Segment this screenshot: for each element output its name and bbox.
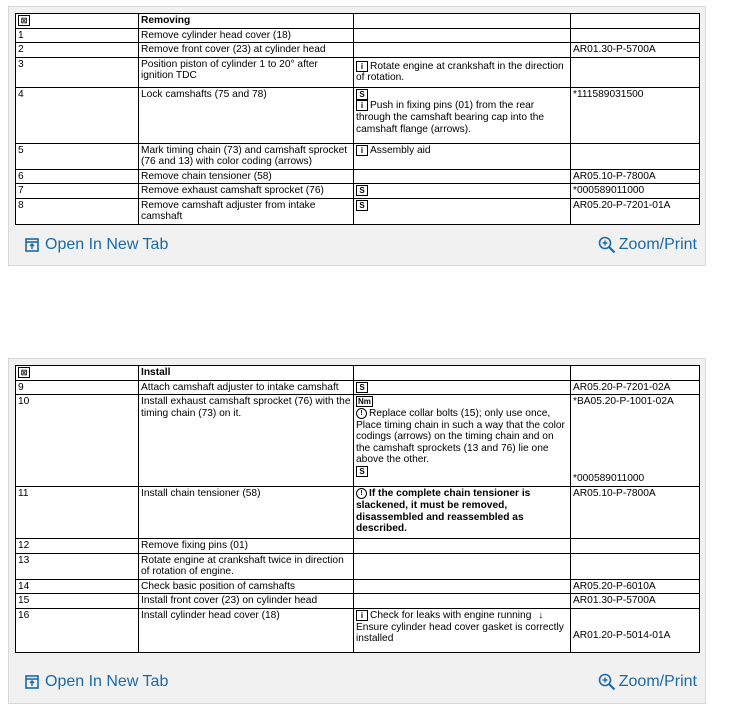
info-icon: i [356, 100, 368, 111]
special-tool-icon: S [356, 185, 368, 196]
table-row: 10 Install exhaust camshaft sprocket (76) with the timing chain (73) on it. Nm ! Replace collar bolts (15); only use once, Place timing chain in such a way that the color codings (arrows) on the timing chain and on the camshaft sprockets (13 and 76) lie one above the other. S *BA05.20-P-1001-02A *000589011000 [16, 395, 700, 487]
puzzle-icon: ⊠ [18, 367, 30, 378]
open-new-tab-icon [25, 238, 39, 252]
special-tool-icon: S [356, 200, 368, 211]
caution-icon: ! [356, 408, 367, 419]
header-icon-cell [16, 14, 139, 29]
table-row: 1 Remove cylinder head cover (18) [16, 28, 700, 43]
open-in-new-tab-link[interactable]: Open In New Tab [25, 673, 168, 691]
table-row: 8 Remove camshaft adjuster from intake camshaft S AR05.20-P-7201-01A [16, 198, 700, 224]
zoom-print-link[interactable]: Zoom/Print [598, 673, 697, 691]
table-row: 9 Attach camshaft adjuster to intake camshaft S AR05.20-P-7201-02A [16, 380, 700, 395]
header-icon-cell [16, 366, 139, 381]
special-tool-icon: S [356, 466, 368, 477]
special-tool-icon: S [356, 89, 368, 100]
table-row: 5 Mark timing chain (73) and camshaft sprocket (76 and 13) with color coding (arrows) i Assembly aid [16, 143, 700, 169]
table-row: 16 Install cylinder head cover (18) i Check for leaks with engine running ↓ Ensure cylinder head cover gasket is correctly installed AR01.20-P-5014-01A [16, 608, 700, 652]
install-table [15, 365, 700, 653]
table-row: 15 Install front cover (23) on cylinder head AR01.30-P-5700A [16, 594, 700, 609]
table-row: 4 Lock camshafts (75 and 78) S i Push in fixing pins (01) from the rear through the camshaft bearing cap into the camshaft flange (arrows). *111589031500 [16, 87, 700, 143]
table-row: 3 Position piston of cylinder 1 to 20° after ignition TDC i Rotate engine at crankshaft in the direction of rotation. [16, 57, 700, 87]
document-panel-install [8, 358, 706, 704]
table-row: 12 Remove fixing pins (01) [16, 539, 700, 554]
panel-footer [25, 236, 697, 258]
table-header-row [16, 14, 700, 29]
caution-icon: ! [356, 488, 367, 499]
info-icon: i [356, 61, 368, 72]
special-tool-icon: S [356, 382, 368, 393]
section-title: Install [139, 366, 354, 381]
panel-footer [25, 673, 697, 695]
info-icon: i [356, 145, 368, 156]
magnifier-plus-icon [598, 236, 616, 254]
table-row: 13 Rotate engine at crankshaft twice in direction of rotation of engine. [16, 553, 700, 579]
removing-table [15, 13, 700, 225]
torque-icon: Nm [358, 397, 371, 407]
table-header-row [16, 366, 700, 381]
table-row: 7 Remove exhaust camshaft sprocket (76) S *000589011000 [16, 184, 700, 199]
zoom-print-link[interactable]: Zoom/Print [598, 236, 697, 254]
down-arrow-icon: ↓ [538, 610, 544, 622]
open-in-new-tab-link[interactable]: Open In New Tab [25, 236, 168, 254]
open-new-tab-icon [25, 675, 39, 689]
table-row: 14 Check basic position of camshafts AR05.20-P-6010A [16, 579, 700, 594]
document-panel-removing [8, 6, 706, 266]
section-title: Removing [139, 14, 354, 29]
info-icon: i [356, 610, 368, 621]
puzzle-icon: ⊠ [18, 15, 30, 26]
magnifier-plus-icon [598, 673, 616, 691]
table-row: 6 Remove chain tensioner (58) AR05.10-P-7800A [16, 169, 700, 184]
table-row: 11 Install chain tensioner (58) ! If the complete chain tensioner is slackened, it must be removed, disassembled and reassembled as described. AR05.10-P-7800A [16, 487, 700, 539]
table-row: 2 Remove front cover (23) at cylinder head AR01.30-P-5700A [16, 43, 700, 58]
